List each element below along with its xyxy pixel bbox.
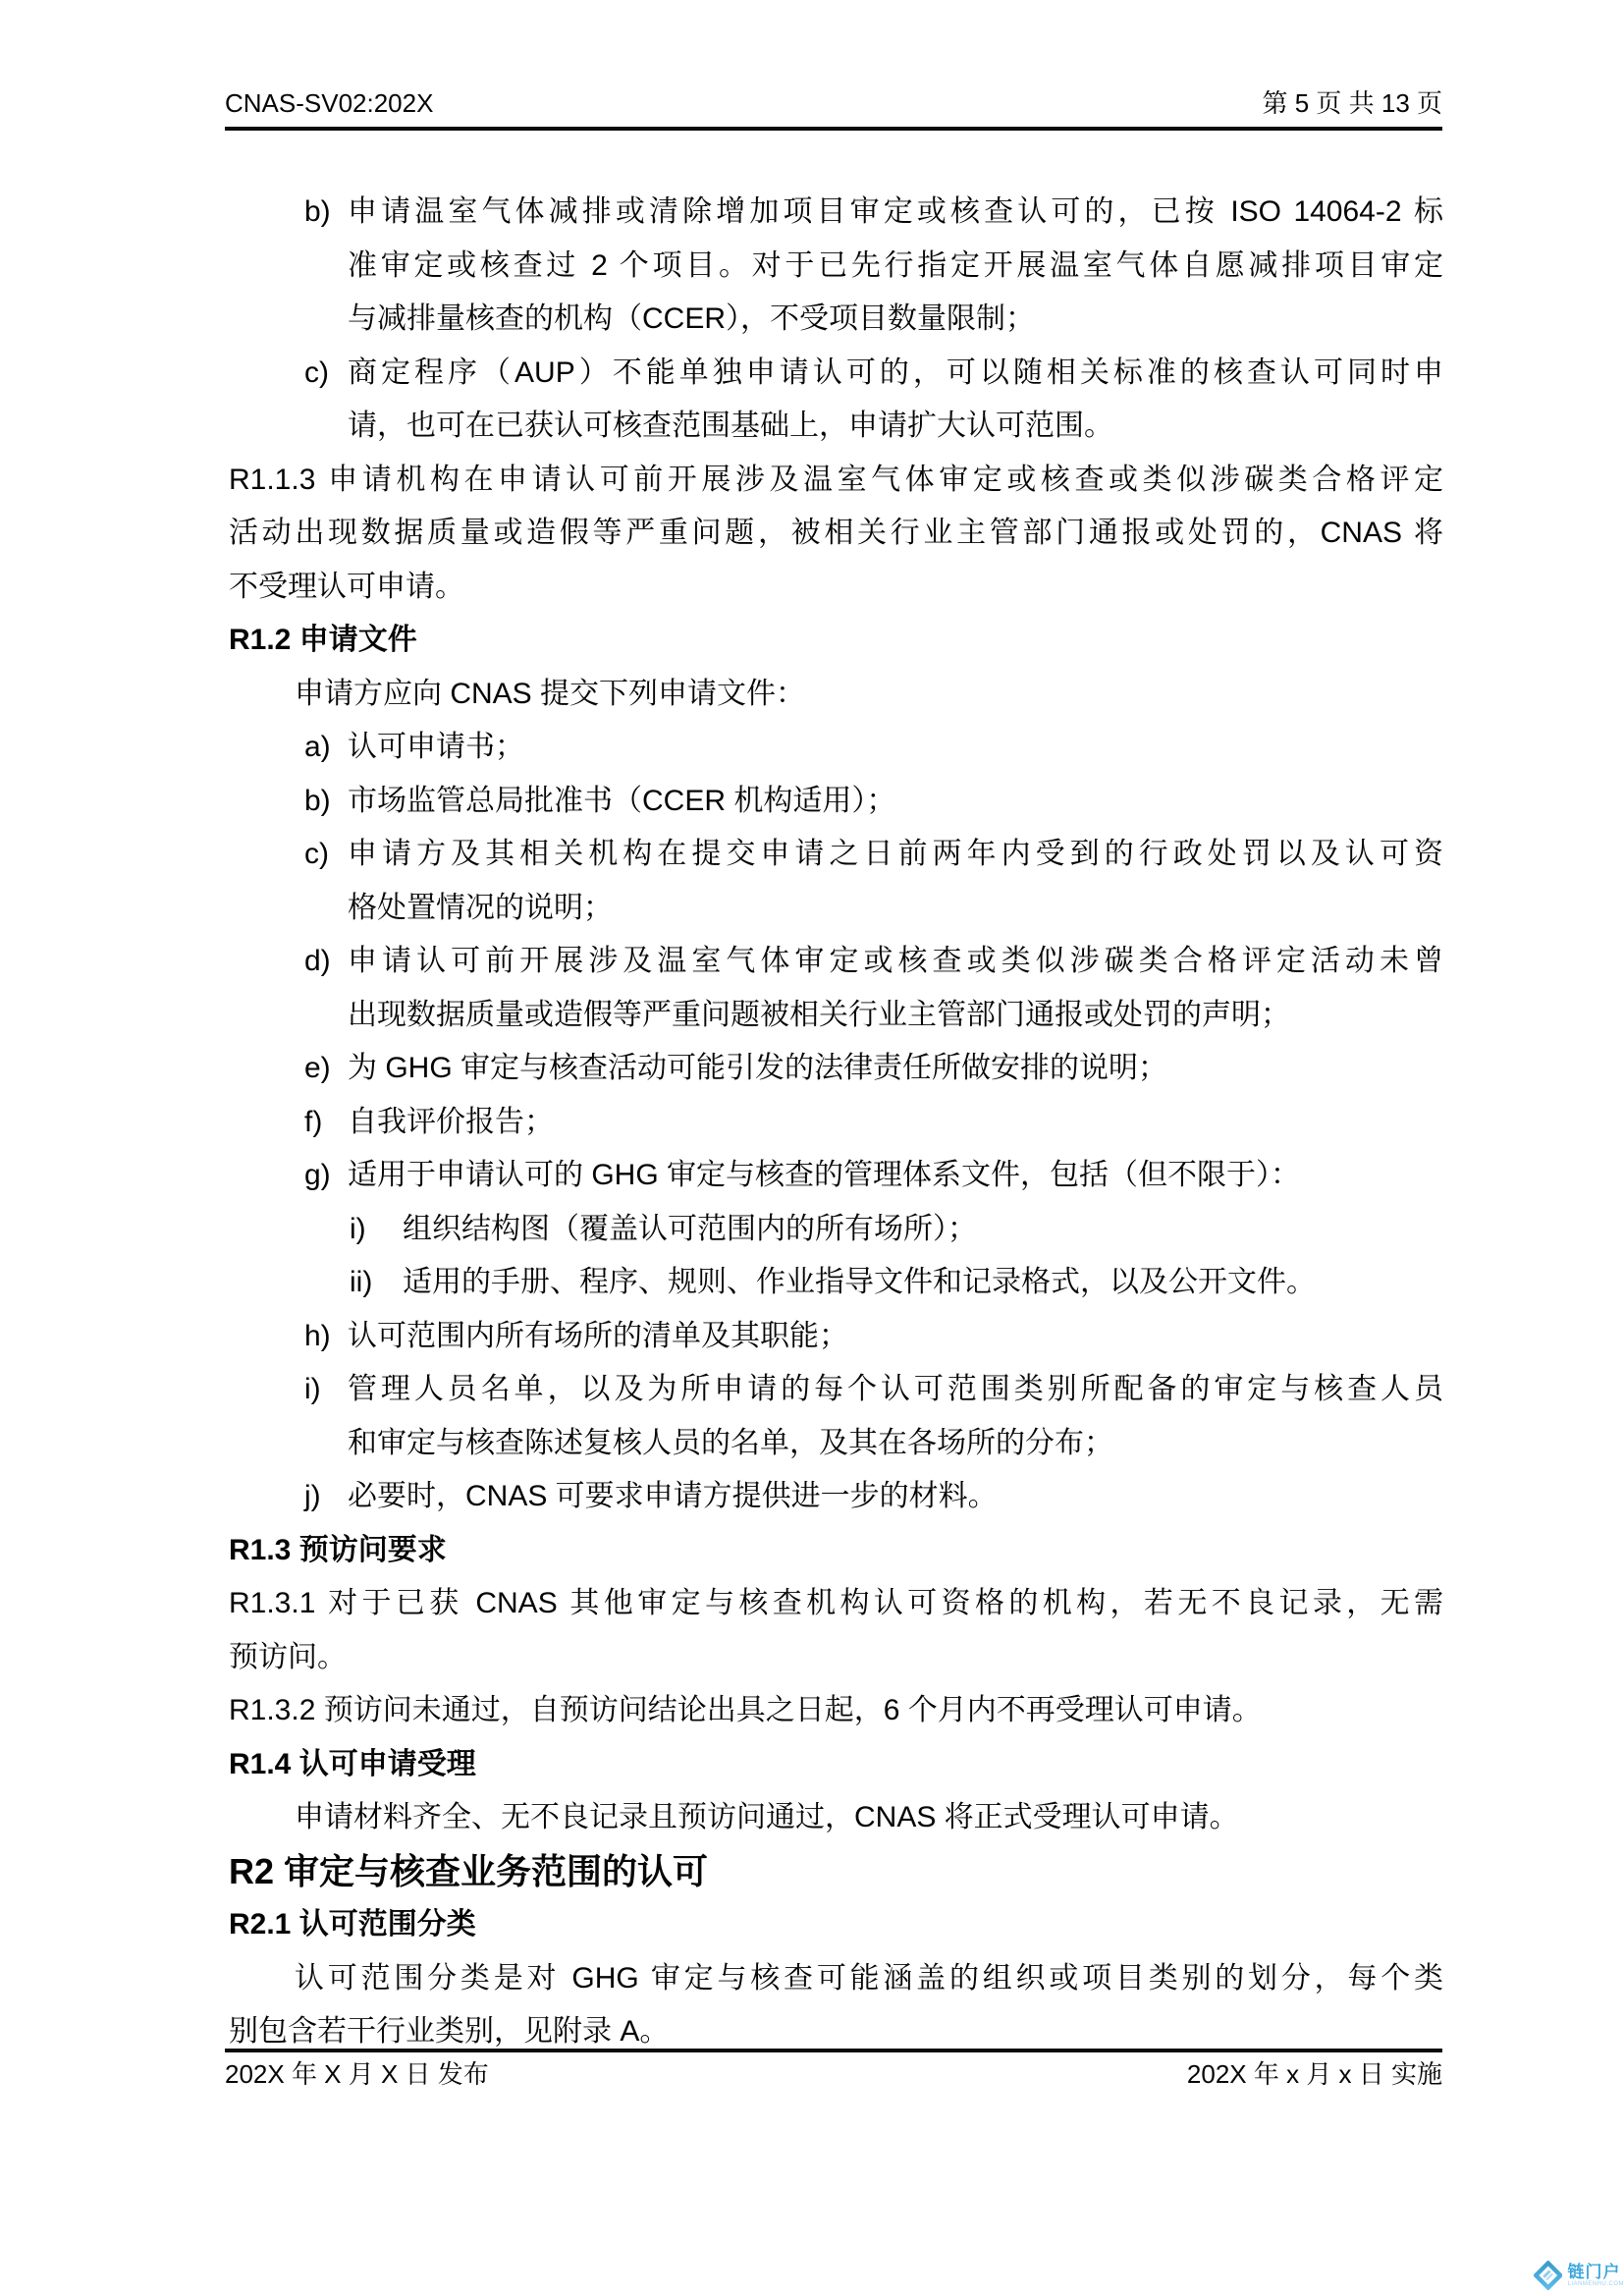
heading-r1-2-line-1: R1.2 申请文件 <box>229 624 417 656</box>
list-item-h-label: h) <box>304 1319 331 1352</box>
list-item-g-line-1: 适用于申请认可的 GHG 审定与核查的管理体系文件，包括（但不限于）： <box>348 1159 1301 1191</box>
heading-r1-3-line-1: R1.3 预访问要求 <box>229 1533 447 1566</box>
list-item-h-line-1: 认可范围内所有场所的清单及其职能； <box>348 1319 848 1352</box>
list-item-j <box>229 1470 1443 1524</box>
list-item-c-top-line-1: 商定程序（AUP）不能单独申请认可的，可以随相关标准的核查认可同时申 <box>348 355 1443 389</box>
list-item-h <box>229 1310 1443 1364</box>
list-item-e <box>229 1042 1443 1096</box>
heading-r2-1-line-1: R2.1 认可范围分类 <box>229 1908 476 1941</box>
para-r1-3-2 <box>229 1684 1443 1738</box>
list-item-c-top <box>229 347 1443 454</box>
document-number: CNAS-SV02:202X <box>225 88 434 118</box>
watermark-domain: LIANMENHU.COM <box>1567 2280 1624 2287</box>
para-r1-2-intro <box>229 668 1443 722</box>
list-item-b-top-label: b) <box>304 195 331 228</box>
footer-issue-date: 202X 年 X 月 X 日 发布 <box>225 2059 489 2089</box>
heading-r1-4 <box>229 1738 1443 1792</box>
para-r1-1-3-line-2: 活动出现数据质量或造假等严重问题，被相关行业主管部门通报或处罚的，CNAS 将 <box>229 517 1443 549</box>
heading-r1-4-line-1: R1.4 认可申请受理 <box>229 1747 476 1780</box>
para-r1-3-1-line-1: R1.3.1 对于已获 CNAS 其他审定与核查机构认可资格的机构，若无不良记录，无需 <box>229 1587 1443 1619</box>
list-item-b-label: b) <box>304 784 331 817</box>
para-r1-3-1 <box>229 1577 1443 1684</box>
watermark-logo <box>1534 2258 1624 2293</box>
list-item-c <box>229 828 1443 935</box>
list-item-i <box>229 1363 1443 1470</box>
para-r1-1-3-line-1: R1.1.3 申请机构在申请认可前开展涉及温室气体审定或核查或类似涉碳类合格评定 <box>229 463 1443 496</box>
heading-r2-line-1: R2 审定与核查业务范围的认可 <box>229 1850 709 1891</box>
list-item-i-line-2: 和审定与核查陈述复核人员的名单，及其在各场所的分布； <box>348 1426 1113 1459</box>
page-header <box>225 88 1442 131</box>
para-r1-2-intro-line-1: 申请方应向 CNAS 提交下列申请文件： <box>295 677 806 710</box>
list-item-a <box>229 721 1443 775</box>
page-number: 第 5 页 共 13 页 <box>1262 88 1442 118</box>
list-item-f-line-1: 自我评价报告； <box>348 1105 554 1138</box>
list-item-a-line-1: 认可申请书； <box>348 731 524 763</box>
watermark-text <box>1567 2264 1624 2288</box>
list-item-d-line-1: 申请认可前开展涉及温室气体审定或核查或类似涉碳类合格评定活动未曾 <box>348 945 1443 977</box>
list-item-b-top-line-1: 申请温室气体减排或清除增加项目审定或核查认可的，已按 ISO 14064-2 标 <box>348 195 1443 228</box>
list-item-c-top-label: c) <box>304 355 329 389</box>
list-item-b <box>229 775 1443 829</box>
list-item-d-label: d) <box>304 945 331 977</box>
list-item-e-label: e) <box>304 1052 331 1084</box>
heading-r1-3 <box>229 1524 1443 1578</box>
list-item-j-label: j) <box>304 1480 321 1512</box>
para-r1-3-1-line-2: 预访问。 <box>229 1640 347 1673</box>
para-r2-1-body-line-2: 别包含若干行业类别，见附录 A。 <box>229 2015 670 2048</box>
page-footer <box>225 2049 1442 2089</box>
sublist-item-i-label: i) <box>350 1212 366 1245</box>
footer-implementation-date: 202X 年 x 月 x 日 实施 <box>1186 2059 1442 2089</box>
list-item-e-line-1: 为 GHG 审定与核查活动可能引发的法律责任所做安排的说明； <box>348 1052 1168 1084</box>
sublist-item-ii-line-1: 适用的手册、程序、规则、作业指导文件和记录格式，以及公开文件。 <box>403 1266 1316 1298</box>
document-body <box>229 186 1443 2059</box>
para-r1-3-2-line-1: R1.3.2 预访问未通过，自预访问结论出具之日起，6 个月内不再受理认可申请。 <box>229 1694 1262 1726</box>
list-item-c-label: c) <box>304 838 329 870</box>
watermark-brand: 链门户 <box>1567 2262 1621 2281</box>
list-item-b-line-1: 市场监管总局批准书（CCER 机构适用）； <box>348 784 896 817</box>
list-item-b-top <box>229 186 1443 347</box>
list-item-f-label: f) <box>304 1105 323 1138</box>
list-item-b-top-line-3: 与减排量核查的机构（CCER），不受项目数量限制； <box>348 302 1036 335</box>
sublist-item-ii <box>229 1256 1443 1310</box>
list-item-c-top-line-2: 请，也可在已获认可核查范围基础上，申请扩大认可范围。 <box>348 410 1113 442</box>
list-item-g <box>229 1149 1443 1203</box>
para-r2-1-body-line-1: 认可范围分类是对 GHG 审定与核查可能涵盖的组织或项目类别的划分，每个类 <box>295 1961 1443 1995</box>
heading-r2 <box>229 1845 1443 1899</box>
para-r1-4-body <box>229 1791 1443 1845</box>
heading-r2-1 <box>229 1898 1443 1952</box>
list-item-b-top-line-2: 准审定或核查过 2 个项目。对于已先行指定开展温室气体自愿减排项目审定 <box>348 248 1443 282</box>
list-item-g-label: g) <box>304 1159 331 1191</box>
sublist-item-ii-label: ii) <box>350 1266 373 1298</box>
list-item-d-line-2: 出现数据质量或造假等严重问题被相关行业主管部门通报或处罚的声明； <box>348 998 1290 1031</box>
list-item-j-line-1: 必要时，CNAS 可要求申请方提供进一步的材料。 <box>348 1480 998 1512</box>
heading-r1-2 <box>229 614 1443 668</box>
list-item-f <box>229 1096 1443 1150</box>
sublist-item-i-line-1: 组织结构图（覆盖认可范围内的所有场所）； <box>403 1212 977 1245</box>
list-item-i-label: i) <box>304 1373 321 1405</box>
para-r1-4-body-line-1: 申请材料齐全、无不良记录且预访问通过，CNAS 将正式受理认可申请。 <box>295 1801 1239 1833</box>
sublist-item-i <box>229 1203 1443 1257</box>
list-item-a-label: a) <box>304 731 331 763</box>
para-r1-1-3-line-3: 不受理认可申请。 <box>229 570 464 603</box>
lianmenhu-diamond-icon <box>1534 2261 1562 2290</box>
para-r2-1-body <box>229 1952 1443 2059</box>
para-r1-1-3 <box>229 454 1443 615</box>
list-item-i-line-1: 管理人员名单，以及为所申请的每个认可范围类别所配备的审定与核查人员 <box>348 1373 1443 1405</box>
list-item-c-line-2: 格处置情况的说明； <box>348 891 613 924</box>
list-item-d <box>229 935 1443 1042</box>
list-item-c-line-1: 申请方及其相关机构在提交申请之日前两年内受到的行政处罚以及认可资 <box>348 838 1443 870</box>
